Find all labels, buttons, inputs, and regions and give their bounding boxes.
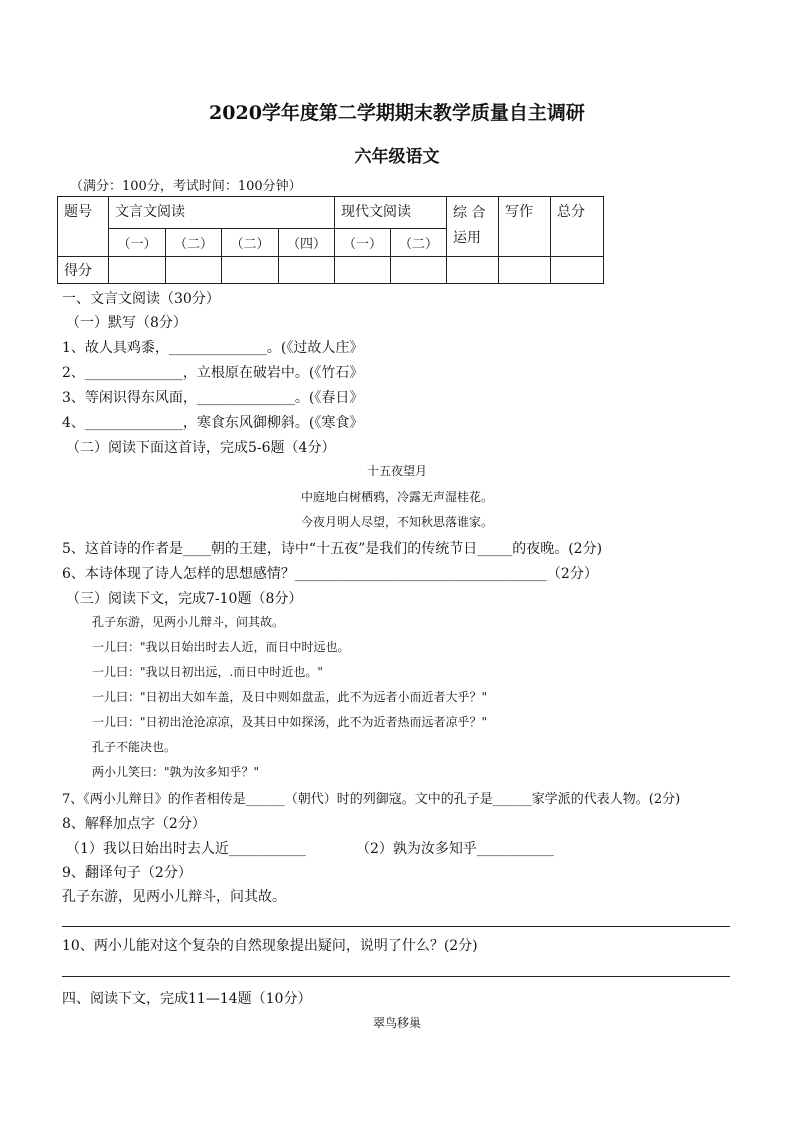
answer-line[interactable] bbox=[62, 976, 730, 977]
page-title: 2020学年度第二学期期末教学质量自主调研 bbox=[209, 102, 585, 124]
score-cell[interactable] bbox=[222, 256, 279, 283]
question-2: 2、______________，立根原在破岩中。(《竹石》 bbox=[62, 365, 364, 381]
question-7: 7、《两小儿辩日》的作者相传是______（朝代）时的列御寇。文中的孔子是______家学派的代表人物。(2分) bbox=[62, 792, 681, 807]
group-classical: 文言文阅读 bbox=[109, 197, 335, 229]
sub-col: （二） bbox=[222, 229, 279, 256]
question-8: 8、解释加点字（2分） bbox=[62, 816, 206, 832]
page-subtitle: 六年级语文 bbox=[354, 147, 440, 167]
poem-title: 十五夜望月 bbox=[366, 464, 427, 478]
part-heading: （三）阅读下文，完成7-10题（8分） bbox=[66, 591, 303, 607]
question-3: 3、等闲识得东风面，______________。(《春日》 bbox=[62, 390, 364, 406]
passage-line: 孔子东游，见两小儿辩斗，问其故。 bbox=[92, 615, 285, 629]
col-comprehensive: 综 合运用 bbox=[447, 197, 499, 257]
question-8a: （1）我以日始出时去人近___________ bbox=[66, 841, 306, 857]
score-cell[interactable] bbox=[109, 256, 166, 283]
question-4: 4、______________，寒食东风御柳斜。(《寒食》 bbox=[62, 415, 364, 431]
section-heading: 四、阅读下文，完成11—14题（10分） bbox=[62, 991, 312, 1007]
question-9: 9、翻译句子（2分） bbox=[62, 865, 192, 881]
question-10: 10、两小儿能对这个复杂的自然现象提出疑问，说明了什么？(2分) bbox=[62, 938, 478, 954]
passage-line: 一儿曰："我以日始出时去人近，而日中时远也。 bbox=[92, 640, 350, 654]
score-cell[interactable] bbox=[335, 256, 391, 283]
part-heading: （二）阅读下面这首诗，完成5-6题（4分） bbox=[66, 440, 336, 456]
score-cell[interactable] bbox=[391, 256, 447, 283]
row-label-score: 得分 bbox=[58, 256, 109, 283]
passage-line: 一儿曰："日初出大如车盖，及日中则如盘盂，此不为远者小而近者大乎？" bbox=[92, 690, 488, 704]
question-5: 5、这首诗的作者是____朝的王建，诗中“十五夜”是我们的传统节日_____的夜晚。(2分) bbox=[62, 541, 603, 557]
sub-col: （二） bbox=[391, 229, 447, 256]
score-cell[interactable] bbox=[166, 256, 222, 283]
sub-col: （一） bbox=[109, 229, 166, 256]
score-cell[interactable] bbox=[499, 256, 551, 283]
passage-line: 一儿曰："日初出沧沧凉凉，及其日中如探汤，此不为近者热而远者凉乎？" bbox=[92, 715, 488, 729]
row-label-question: 题号 bbox=[58, 197, 109, 257]
passage-line: 一儿曰："我以日初出远，.而日中时近也。" bbox=[92, 665, 323, 679]
question-9-text: 孔子东游，见两小儿辩斗，问其故。 bbox=[62, 889, 286, 905]
col-total: 总分 bbox=[551, 197, 604, 257]
sub-col: （一） bbox=[335, 229, 391, 256]
score-table bbox=[57, 196, 604, 284]
passage-line: 孔子不能决也。 bbox=[92, 740, 177, 754]
score-cell[interactable] bbox=[551, 256, 604, 283]
article-title: 翠鸟移巢 bbox=[372, 1016, 421, 1030]
passage-line: 两小儿笑曰："孰为汝多知乎？" bbox=[92, 765, 260, 779]
question-6: 6、本诗体现了诗人怎样的思想感情？____________________________________（2分） bbox=[62, 566, 598, 582]
poem-line: 中庭地白树栖鸦，冷露无声湿桂花。 bbox=[300, 490, 493, 504]
col-writing: 写作 bbox=[499, 197, 551, 257]
score-cell[interactable] bbox=[447, 256, 499, 283]
question-1: 1、故人具鸡黍，______________。(《过故人庄》 bbox=[62, 340, 364, 356]
poem-line: 今夜月明人尽望，不知秋思落谁家。 bbox=[300, 515, 493, 529]
sub-col: （四） bbox=[279, 229, 335, 256]
section-heading: 一、文言文阅读（30分） bbox=[62, 291, 220, 307]
part-heading: （一）默写（8分） bbox=[66, 315, 187, 331]
question-8b: （2）孰为汝多知乎___________ bbox=[356, 841, 554, 857]
score-cell[interactable] bbox=[279, 256, 335, 283]
exam-meta: （满分：100分，考试时间：100分钟） bbox=[70, 179, 302, 194]
sub-col: （二） bbox=[166, 229, 222, 256]
answer-line[interactable] bbox=[62, 926, 730, 927]
group-modern: 现代文阅读 bbox=[335, 197, 447, 229]
